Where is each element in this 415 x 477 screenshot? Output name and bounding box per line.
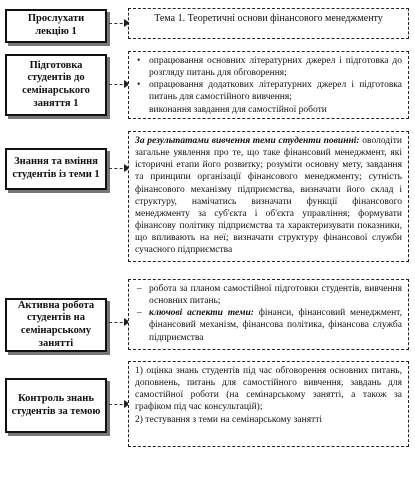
step-2-item-1: • опрацювання основних літературних джерел і підготовка до розгляду питань для обговорення;: [135, 55, 402, 79]
step-3-text: оволодіти загальне уявлення про те, що таке фінансовий менеджмент, які історичні етапи його розвитку; розуміти основну мету, завдання та принципи організації фінансового менеджменту; сутність фінансового механізму підприємства, визначати його склад і структуру, намічатись визначати функції фінансового менеджменту за суб'єкта і об'єкта управління; формувати фінансову політику підприємства та характеризувати показники, що впливають на неї; визначати структуру фінансової служби сучасного підприємства: [135, 136, 403, 256]
step-2-list: [135, 55, 402, 116]
step-4-box: [5, 298, 107, 352]
step-2-content: [128, 51, 409, 119]
step-4-kw-text: фінанси, фінансовий менеджмент, фінансовий механізм, фінансова політика, фінансова служба підприємства: [149, 308, 402, 343]
step-3-box: [5, 148, 107, 190]
step-5-item-2: 2) тестування з теми на семінарському занятті: [135, 414, 323, 425]
step-5-box: [5, 378, 107, 433]
step-5-content: [128, 361, 409, 447]
step-5-list: [135, 365, 402, 426]
step-4-list: [135, 283, 402, 344]
step-1-content: [128, 8, 409, 39]
step-5-item-1: 1) оцінка знань студентів під час обговорення основних питань, доповнень, питань для самостійного вивчення, завдань для самостійної роботи (на семінарському занятті, а також за графіком під час консультацій);: [135, 366, 402, 413]
step-1-box: [5, 9, 107, 43]
step-4-item-2: [135, 307, 402, 343]
step-3-label: Знання та вміння студентів із теми 1: [12, 156, 100, 180]
step-1-label: Прослухати лекцію 1: [27, 13, 85, 37]
step-3-content: [128, 131, 409, 262]
step-4-content: [128, 279, 409, 350]
step-2-tail: виконання завдання для самостійної роботи: [149, 104, 327, 115]
step-4-label: Активна робота студентів на семінарському занятті: [17, 299, 95, 349]
step-2-box: [5, 54, 107, 116]
step-3-lead: За результатами вивчення теми студенти повинні:: [135, 136, 360, 146]
step-5-label: Контроль знань студентів за темою: [11, 392, 101, 417]
step-4-kw-label: ключові аспекти теми:: [149, 308, 254, 319]
step-2-item-2: • опрацювання додаткових літературних джерел і підготовка питань для самостійного вивчення;: [135, 79, 402, 103]
step-4-item-1: – робота за планом самостійної підготовки студентів, вивчення основних питань;: [135, 283, 402, 307]
step-2-label: Підготовка студентів до семінарського заняття 1: [22, 59, 90, 109]
step-1-text: Тема 1. Теоретичні основи фінансового менеджменту: [154, 13, 383, 24]
